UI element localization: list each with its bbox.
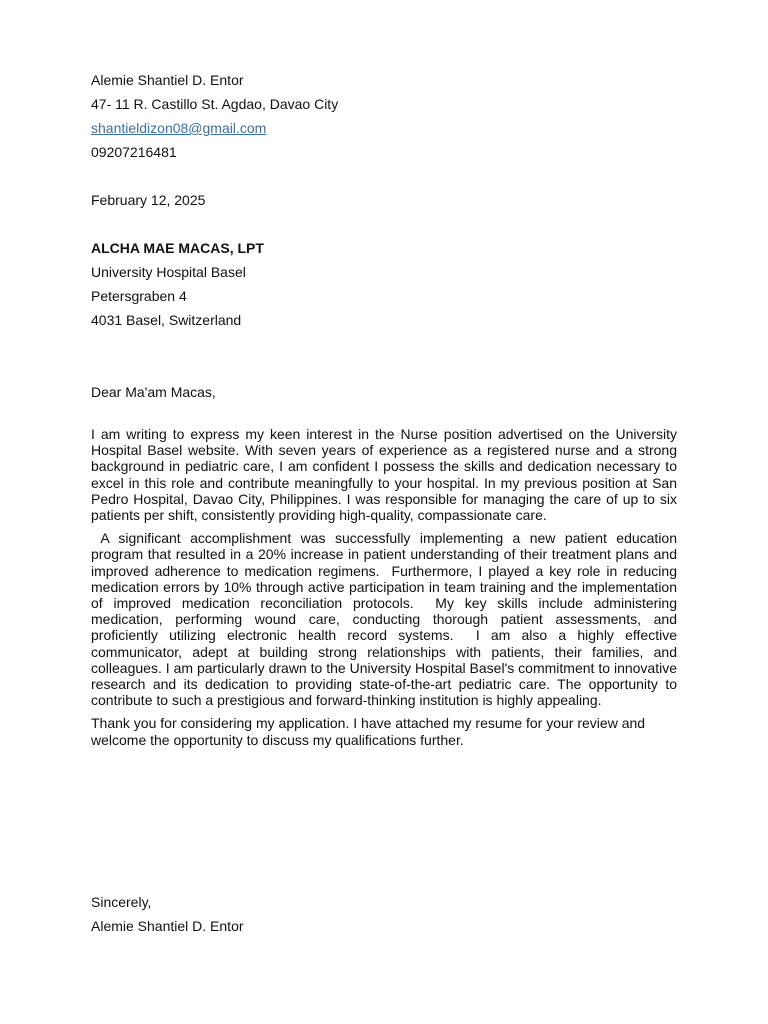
recipient-organization: University Hospital Basel (91, 264, 246, 280)
closing: Sincerely, (91, 894, 152, 910)
sender-email-link[interactable]: shantieldizon08@gmail.com (91, 120, 267, 136)
sender-address: 47- 11 R. Castillo St. Agdao, Davao City (91, 96, 339, 112)
signature-name: Alemie Shantiel D. Entor (91, 918, 244, 934)
body-paragraph-1: I am writing to express my keen interest in the Nurse position advertised on the University Hospital Basel website. With seven years of experience as a registered nurse and a strong background in pediatric care, I am confident I possess the skills and dedication necessary to excel in this role and contribute meaningfully to your hospital. In my previous position at San Pedro Hospital, Davao City, Philippines. I was responsible for managing the care of up to six patients per shift, consistently providing high-quality, compassionate care. (91, 426, 677, 524)
letter-date: February 12, 2025 (91, 192, 206, 208)
spacer (91, 164, 677, 188)
closing-block (91, 890, 677, 938)
spacer (91, 212, 677, 236)
spacer (91, 523, 677, 530)
body-paragraph-2: A significant accomplishment was successfully implementing a new patient education program that resulted in a 20% increase in patient understanding of their treatment plans and improved adherence to medication regimens. Furthermore, I played a key role in reducing medication errors by 10% through active participation in team training and the implementation of improved medication reconciliation protocols. My key skills include administering medication, performing wound care, conducting thorough patient assessments, and proficiently utilizing electronic health record systems. I am also a highly effective communicator, adept at building strong relationships with patients, their families, and colleagues. I am particularly drawn to the University Hospital Basel's commitment to innovative research and its dedication to providing state-of-the-art pediatric care. The opportunity to contribute to such a prestigious and forward-thinking institution is highly appealing. (91, 530, 681, 709)
body-paragraph-3: Thank you for considering my application. I have attached my resume for your review and welcome the opportunity to discuss my qualifications further. (91, 715, 646, 748)
letter-page (91, 68, 681, 748)
recipient-street: Petersgraben 4 (91, 288, 187, 304)
salutation: Dear Ma'am Macas, (91, 384, 216, 400)
sender-name: Alemie Shantiel D. Entor (91, 72, 244, 88)
recipient-name: ALCHA MAE MACAS, LPT (91, 240, 264, 256)
spacer (91, 404, 677, 426)
spacer (91, 332, 677, 380)
recipient-city: 4031 Basel, Switzerland (91, 312, 242, 328)
sender-phone: 09207216481 (91, 144, 177, 160)
spacer (91, 708, 677, 715)
